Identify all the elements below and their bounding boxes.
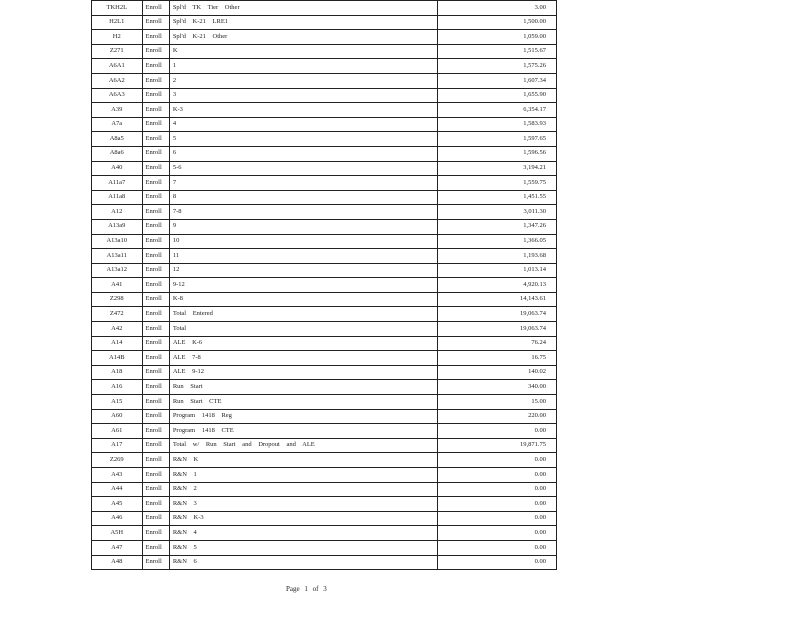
row-value-cell: 1,059.00 [437,30,556,45]
table-row [92,322,557,337]
row-value-cell: 0.00 [437,497,556,512]
row-category-cell: Enroll [142,146,169,161]
row-code-cell: A47 [92,540,143,555]
row-category-cell: Enroll [142,176,169,191]
row-code-cell: A44 [92,482,143,497]
row-category-cell: Enroll [142,322,169,337]
row-description-cell: K-8 [169,292,437,307]
table-row [92,234,557,249]
row-value-cell: 1,596.56 [437,146,556,161]
row-description-cell: 6 [169,146,437,161]
table-row [92,44,557,59]
table-row [92,1,557,16]
table-row [92,497,557,512]
row-description-cell: R&N 4 [169,526,437,541]
row-value-cell: 15.00 [437,395,556,410]
table-row [92,482,557,497]
table-row [92,292,557,307]
table-row [92,424,557,439]
row-value-cell: 1,193.68 [437,249,556,264]
row-category-cell: Enroll [142,15,169,30]
row-description-cell: R&N 3 [169,497,437,512]
table-row [92,438,557,453]
table-row [92,132,557,147]
row-category-cell: Enroll [142,351,169,366]
row-description-cell: 9 [169,219,437,234]
table-row [92,540,557,555]
table-row [92,526,557,541]
row-code-cell: A15 [92,395,143,410]
row-description-cell: 10 [169,234,437,249]
row-category-cell: Enroll [142,453,169,468]
row-description-cell: Spl'd TK Tier Other [169,1,437,16]
row-code-cell: H2 [92,30,143,45]
row-category-cell: Enroll [142,307,169,322]
row-value-cell: 19,063.74 [437,322,556,337]
table-row [92,336,557,351]
row-category-cell: Enroll [142,555,169,570]
table-row [92,307,557,322]
row-code-cell: Z269 [92,453,143,468]
row-value-cell: 0.00 [437,468,556,483]
table-row [92,395,557,410]
row-description-cell: 7 [169,176,437,191]
row-value-cell: 4,920.13 [437,278,556,293]
row-category-cell: Enroll [142,234,169,249]
row-description-cell: Spl'd K-21 Other [169,30,437,45]
page-current: 1 [304,585,308,593]
row-code-cell: TKH2L [92,1,143,16]
row-code-cell: Z271 [92,44,143,59]
row-value-cell: 1,655.90 [437,88,556,103]
table-row [92,161,557,176]
row-value-cell: 3,194.21 [437,161,556,176]
enrollment-table-body [92,1,557,570]
row-code-cell: Z472 [92,307,143,322]
page-of-label: of [312,585,319,593]
row-category-cell: Enroll [142,73,169,88]
row-category-cell: Enroll [142,365,169,380]
row-description-cell: ALE K-6 [169,336,437,351]
row-category-cell: Enroll [142,380,169,395]
row-category-cell: Enroll [142,59,169,74]
row-category-cell: Enroll [142,30,169,45]
row-description-cell: 8 [169,190,437,205]
row-code-cell: H2L1 [92,15,143,30]
row-value-cell: 19,871.75 [437,438,556,453]
row-code-cell: A39 [92,103,143,118]
row-value-cell: 1,013.14 [437,263,556,278]
row-description-cell: 7-8 [169,205,437,220]
row-value-cell: 14,143.61 [437,292,556,307]
row-description-cell: K [169,44,437,59]
table-row [92,205,557,220]
row-category-cell: Enroll [142,263,169,278]
table-row [92,146,557,161]
row-description-cell: Total Entered [169,307,437,322]
table-row [92,409,557,424]
row-code-cell: A40 [92,161,143,176]
row-code-cell: A6A3 [92,88,143,103]
row-code-cell: A13a9 [92,219,143,234]
row-code-cell: A46 [92,511,143,526]
row-value-cell: 220.00 [437,409,556,424]
row-code-cell: A61 [92,424,143,439]
row-description-cell: 3 [169,88,437,103]
row-category-cell: Enroll [142,44,169,59]
row-description-cell: Run Start CTE [169,395,437,410]
row-value-cell: 1,597.65 [437,132,556,147]
table-row [92,453,557,468]
row-value-cell: 0.00 [437,526,556,541]
row-category-cell: Enroll [142,205,169,220]
row-description-cell: ALE 7-8 [169,351,437,366]
row-description-cell: R&N 5 [169,540,437,555]
row-value-cell: 0.00 [437,453,556,468]
row-code-cell: A48 [92,555,143,570]
row-category-cell: Enroll [142,219,169,234]
row-description-cell: Run Start [169,380,437,395]
row-code-cell: A11a8 [92,190,143,205]
row-category-cell: Enroll [142,292,169,307]
row-code-cell: A42 [92,322,143,337]
row-value-cell: 3.00 [437,1,556,16]
table-row [92,30,557,45]
row-category-cell: Enroll [142,103,169,118]
row-value-cell: 1,583.93 [437,117,556,132]
table-row [92,190,557,205]
row-value-cell: 0.00 [437,540,556,555]
row-category-cell: Enroll [142,482,169,497]
row-category-cell: Enroll [142,88,169,103]
row-code-cell: A8a6 [92,146,143,161]
row-code-cell: A43 [92,468,143,483]
row-category-cell: Enroll [142,395,169,410]
row-value-cell: 1,366.05 [437,234,556,249]
row-category-cell: Enroll [142,438,169,453]
row-code-cell: A14 [92,336,143,351]
table-row [92,249,557,264]
row-category-cell: Enroll [142,497,169,512]
row-category-cell: Enroll [142,190,169,205]
row-value-cell: 1,500.00 [437,15,556,30]
row-description-cell: 12 [169,263,437,278]
row-code-cell: A14B [92,351,143,366]
row-category-cell: Enroll [142,409,169,424]
row-value-cell: 140.02 [437,365,556,380]
row-value-cell: 1,559.75 [437,176,556,191]
row-category-cell: Enroll [142,424,169,439]
row-value-cell: 0.00 [437,555,556,570]
page-footer [286,585,327,593]
row-code-cell: A7a [92,117,143,132]
row-code-cell: A13a10 [92,234,143,249]
row-description-cell: Program 1418 Reg [169,409,437,424]
table-row [92,88,557,103]
row-value-cell: 1,515.67 [437,44,556,59]
row-description-cell: Program 1418 CTE [169,424,437,439]
row-code-cell: A41 [92,278,143,293]
row-code-cell: A8a5 [92,132,143,147]
row-description-cell: R&N 1 [169,468,437,483]
row-category-cell: Enroll [142,132,169,147]
row-value-cell: 1,451.55 [437,190,556,205]
row-category-cell: Enroll [142,526,169,541]
row-code-cell: A17 [92,438,143,453]
row-value-cell: 3,011.30 [437,205,556,220]
table-row [92,351,557,366]
row-code-cell: A45 [92,497,143,512]
row-category-cell: Enroll [142,511,169,526]
row-value-cell: 340.00 [437,380,556,395]
row-value-cell: 0.00 [437,424,556,439]
row-description-cell: R&N K-3 [169,511,437,526]
table-row [92,15,557,30]
table-row [92,555,557,570]
row-description-cell: Spl'd K-21 LRE1 [169,15,437,30]
row-description-cell: 4 [169,117,437,132]
row-code-cell: A16 [92,380,143,395]
row-value-cell: 6,354.17 [437,103,556,118]
table-row [92,380,557,395]
row-code-cell: A13a12 [92,263,143,278]
row-description-cell: ALE 9-12 [169,365,437,380]
table-row [92,176,557,191]
table-row [92,365,557,380]
row-code-cell: Z298 [92,292,143,307]
row-category-cell: Enroll [142,117,169,132]
page-total: 3 [323,585,327,593]
row-code-cell: A13a11 [92,249,143,264]
row-description-cell: Total [169,322,437,337]
row-code-cell: A6A2 [92,73,143,88]
row-category-cell: Enroll [142,336,169,351]
row-description-cell: R&N K [169,453,437,468]
row-value-cell: 19,063.74 [437,307,556,322]
row-category-cell: Enroll [142,249,169,264]
table-row [92,73,557,88]
row-value-cell: 1,607.34 [437,73,556,88]
row-value-cell: 16.75 [437,351,556,366]
page-label: Page [286,585,300,593]
table-row [92,468,557,483]
row-description-cell: 11 [169,249,437,264]
row-code-cell: A60 [92,409,143,424]
row-category-cell: Enroll [142,1,169,16]
row-value-cell: 76.24 [437,336,556,351]
table-row [92,263,557,278]
row-description-cell: K-3 [169,103,437,118]
row-code-cell: A18 [92,365,143,380]
row-value-cell: 1,575.26 [437,59,556,74]
table-row [92,511,557,526]
row-category-cell: Enroll [142,161,169,176]
table-row [92,103,557,118]
row-description-cell: R&N 6 [169,555,437,570]
row-description-cell: 2 [169,73,437,88]
row-category-cell: Enroll [142,278,169,293]
row-description-cell: 1 [169,59,437,74]
table-row [92,117,557,132]
row-description-cell: 5 [169,132,437,147]
row-code-cell: A12 [92,205,143,220]
table-row [92,219,557,234]
row-category-cell: Enroll [142,540,169,555]
table-row [92,278,557,293]
row-category-cell: Enroll [142,468,169,483]
row-code-cell: A6A1 [92,59,143,74]
row-value-cell: 0.00 [437,511,556,526]
row-value-cell: 1,347.26 [437,219,556,234]
enrollment-table [91,0,557,570]
row-description-cell: 9-12 [169,278,437,293]
row-value-cell: 0.00 [437,482,556,497]
row-description-cell: 5-6 [169,161,437,176]
table-row [92,59,557,74]
row-description-cell: R&N 2 [169,482,437,497]
row-code-cell: A11a7 [92,176,143,191]
row-description-cell: Total w/ Run Start and Dropout and ALE [169,438,437,453]
row-code-cell: A5H [92,526,143,541]
